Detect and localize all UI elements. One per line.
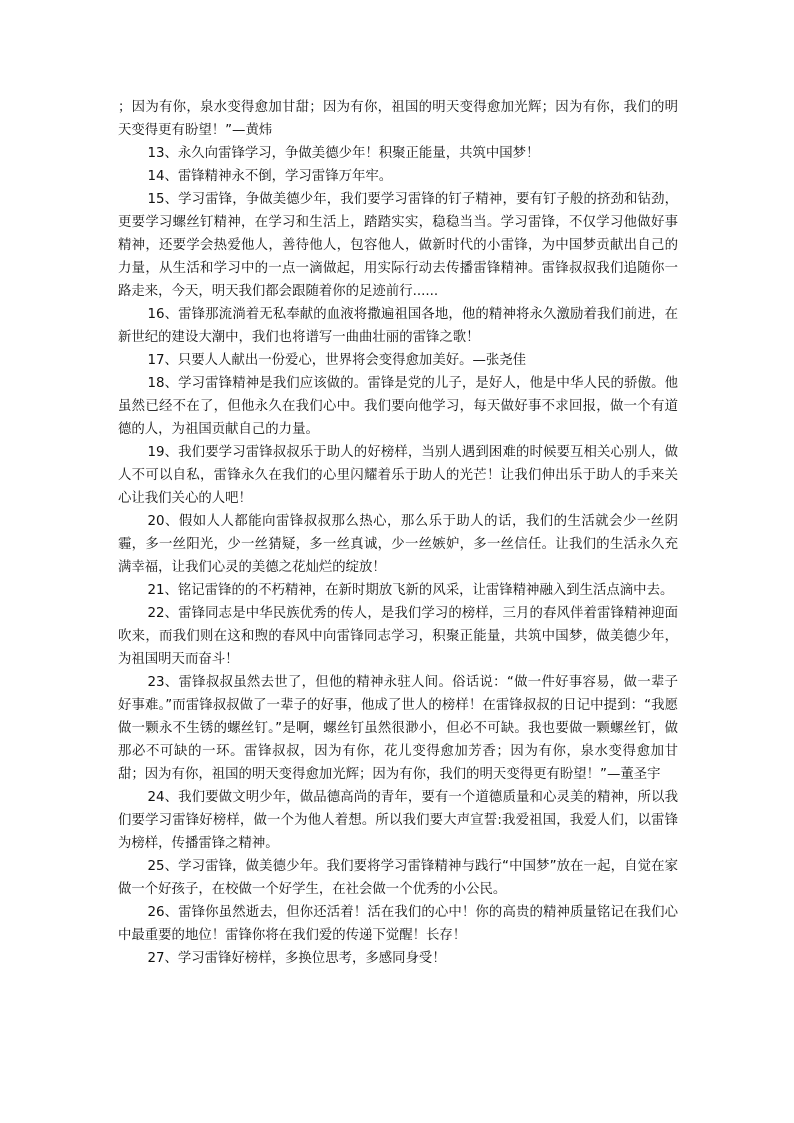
paragraph-13: 13、永久向雷锋学习，争做美德少年！积聚正能量，共筑中国梦！ (147, 146, 540, 161)
paragraph-23: 23、雷锋叔叔虽然去世了，但他的精神永驻人间。俗话说：“做一件好事容易，做一辈子好事难。”而雷锋叔叔做了一辈子的好事，他成了世人的榜样！在雷锋叔叔的日记中提到：“我愿做一颗永不生锈的螺丝钉。”是啊，螺丝钉虽然很渺小，但必不可缺。我也要做一颗螺丝钉，做那必不可缺的一环。雷锋叔叔，因为有你，花儿变得愈加芳香；因为有你，泉水变得愈加甘甜；因为有你，祖国的明天变得愈加光辉；因为有你，我们的明天变得更有盼望！”—董圣宇 (118, 675, 678, 782)
document-page (118, 96, 678, 970)
paragraph-20: 20、假如人人都能向雷锋叔叔那么热心，那么乐于助人的话，我们的生活就会少一丝阴霾，多一丝阳光，少一丝猜疑，多一丝真诚，少一丝嫉妒，多一丝信任。让我们的生活永久充满幸福，让我们心灵的美德之花灿烂的绽放！ (118, 514, 678, 575)
paragraph-continuation: ；因为有你，泉水变得愈加甘甜；因为有你，祖国的明天变得愈加光辉；因为有你，我们的明天变得更有盼望！”—黄炜 (118, 100, 678, 138)
paragraph-21: 21、铭记雷锋的的不朽精神，在新时期放飞新的风采，让雷锋精神融入到生活点滴中去。 (147, 583, 674, 598)
paragraph-16: 16、雷锋那流淌着无私奉献的血液将撒遍祖国各地，他的精神将永久激励着我们前进，在新世纪的建设大潮中，我们也将谱写一曲曲壮丽的雷锋之歌！ (118, 307, 678, 345)
paragraph-15: 15、学习雷锋，争做美德少年，我们要学习雷锋的钉子精神，要有钉子般的挤劲和钻劲，更要学习螺丝钉精神，在学习和生活上，踏踏实实，稳稳当当。学习雷锋，不仅学习他做好事精神，还要学会热爱他人，善待他人，包容他人，做新时代的小雷锋，为中国梦贡献出自己的力量，从生活和学习中的一点一滴做起，用实际行动去传播雷锋精神。雷锋叔叔我们追随你一路走来，今天，明天我们都会跟随着你的足迹前行...... (118, 192, 678, 299)
paragraph-26: 26、雷锋你虽然逝去，但你还活着！活在我们的心中！你的高贵的精神质量铭记在我们心中最重要的地位！雷锋你将在我们爱的传递下觉醒！长存！ (118, 905, 678, 943)
paragraph-14: 14、雷锋精神永不倒，学习雷锋万年牢。 (147, 169, 393, 184)
paragraph-18: 18、学习雷锋精神是我们应该做的。雷锋是党的儿子，是好人，他是中华人民的骄傲。他虽然已经不在了，但他永久在我们心中。我们要向他学习，每天做好事不求回报，做一个有道德的人，为祖国贡献自己的力量。 (118, 376, 678, 437)
paragraph-25: 25、学习雷锋，做美德少年。我们要将学习雷锋精神与践行“中国梦”放在一起，自觉在家做一个好孩子，在校做一个好学生，在社会做一个优秀的小公民。 (118, 859, 678, 897)
paragraph-17: 17、只要人人献出一份爱心，世界将会变得愈加美好。—张尧佳 (147, 353, 527, 368)
paragraph-27: 27、学习雷锋好榜样，多换位思考，多感同身受！ (147, 951, 446, 966)
paragraph-22: 22、雷锋同志是中华民族优秀的传人，是我们学习的榜样，三月的春风伴着雷锋精神迎面吹来，而我们则在这和煦的春风中向雷锋同志学习，积聚正能量，共筑中国梦，做美德少年，为祖国明天而奋斗！ (118, 606, 678, 667)
paragraph-24: 24、我们要做文明少年，做品德高尚的青年，要有一个道德质量和心灵美的精神，所以我们要学习雷锋好榜样，做一个为他人着想。所以我们要大声宣誓:我爱祖国，我爱人们，以雷锋为榜样，传播雷锋之精神。 (118, 790, 678, 851)
paragraph-19: 19、我们要学习雷锋叔叔乐于助人的好榜样，当别人遇到困难的时候要互相关心别人，做人不可以自私，雷锋永久在我们的心里闪耀着乐于助人的光芒！让我们伸出乐于助人的手来关心让我们关心的人吧！ (118, 445, 678, 506)
